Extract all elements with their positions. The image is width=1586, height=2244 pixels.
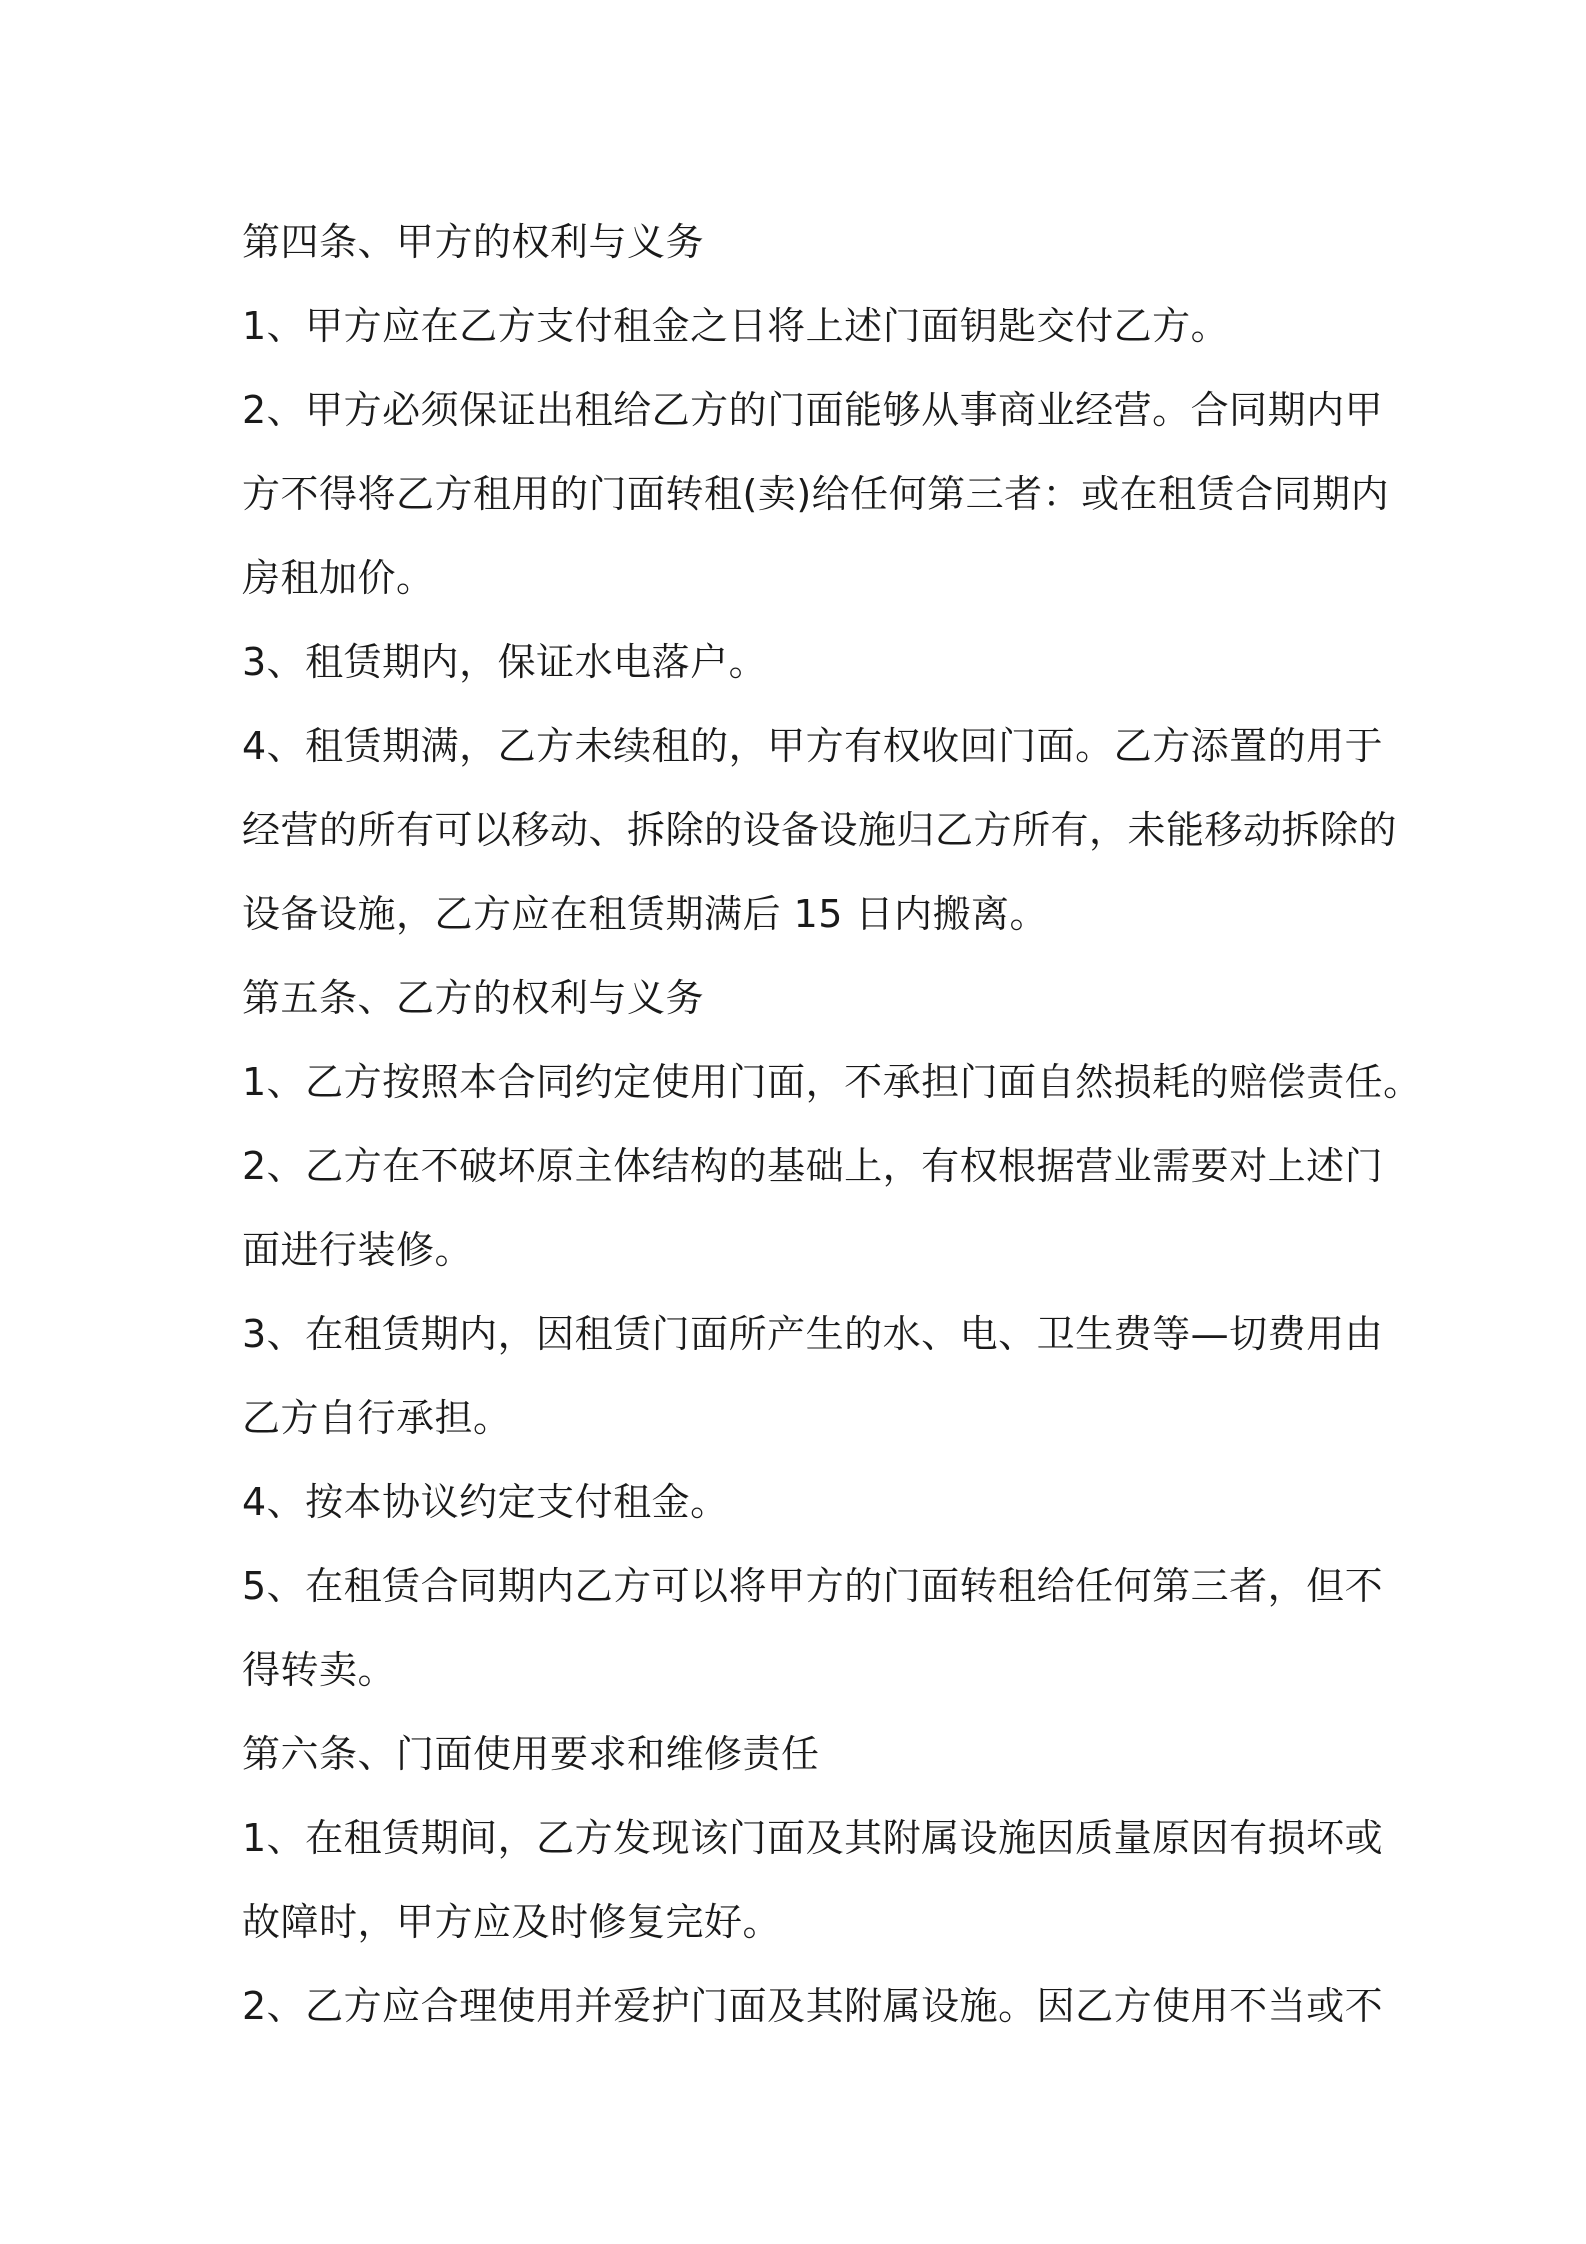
paragraph-line: 3、租赁期内，保证水电落户。 xyxy=(242,640,768,684)
paragraph-line: 2、乙方应合理使用并爱护门面及其附属设施。因乙方使用不当或不 xyxy=(242,1984,1384,2028)
paragraph-line: 4、按本协议约定支付租金。 xyxy=(242,1480,729,1524)
paragraph-line: 2、甲方必须保证出租给乙方的门面能够从事商业经营。合同期内甲 xyxy=(242,388,1384,432)
paragraph-line: 故障时，甲方应及时修复完好。 xyxy=(242,1900,782,1944)
paragraph-line: 面进行装修。 xyxy=(242,1228,474,1272)
paragraph-line: 设备设施，乙方应在租赁期满后 15 日内搬离。 xyxy=(242,892,1049,936)
section-heading-6: 第六条、门面使用要求和维修责任 xyxy=(242,1732,820,1776)
paragraph-line: 经营的所有可以移动、拆除的设备设施归乙方所有，未能移动拆除的 xyxy=(242,808,1398,852)
paragraph-line: 方不得将乙方租用的门面转租(卖)给任何第三者：或在租赁合同期内 xyxy=(242,472,1390,516)
paragraph-line: 5、在租赁合同期内乙方可以将甲方的门面转租给任何第三者，但不 xyxy=(242,1564,1384,1608)
paragraph-line: 1、在租赁期间，乙方发现该门面及其附属设施因质量原因有损坏或 xyxy=(242,1816,1384,1860)
paragraph-line: 乙方自行承担。 xyxy=(242,1396,512,1440)
paragraph-line: 1、甲方应在乙方支付租金之日将上述门面钥匙交付乙方。 xyxy=(242,304,1230,348)
document-body xyxy=(242,200,1422,2048)
paragraph-line: 2、乙方在不破坏原主体结构的基础上，有权根据营业需要对上述门 xyxy=(242,1144,1384,1188)
paragraph-line: 得转卖。 xyxy=(242,1648,397,1692)
paragraph-line: 房租加价。 xyxy=(242,556,435,600)
paragraph-line: 1、乙方按照本合同约定使用门面，不承担门面自然损耗的赔偿责任。 xyxy=(242,1060,1422,1104)
section-heading-5: 第五条、乙方的权利与义务 xyxy=(242,976,705,1020)
paragraph-line: 4、租赁期满，乙方未续租的，甲方有权收回门面。乙方添置的用于 xyxy=(242,724,1384,768)
section-heading-4: 第四条、甲方的权利与义务 xyxy=(242,220,705,264)
paragraph-line: 3、在租赁期内，因租赁门面所产生的水、电、卫生费等—切费用由 xyxy=(242,1312,1384,1356)
